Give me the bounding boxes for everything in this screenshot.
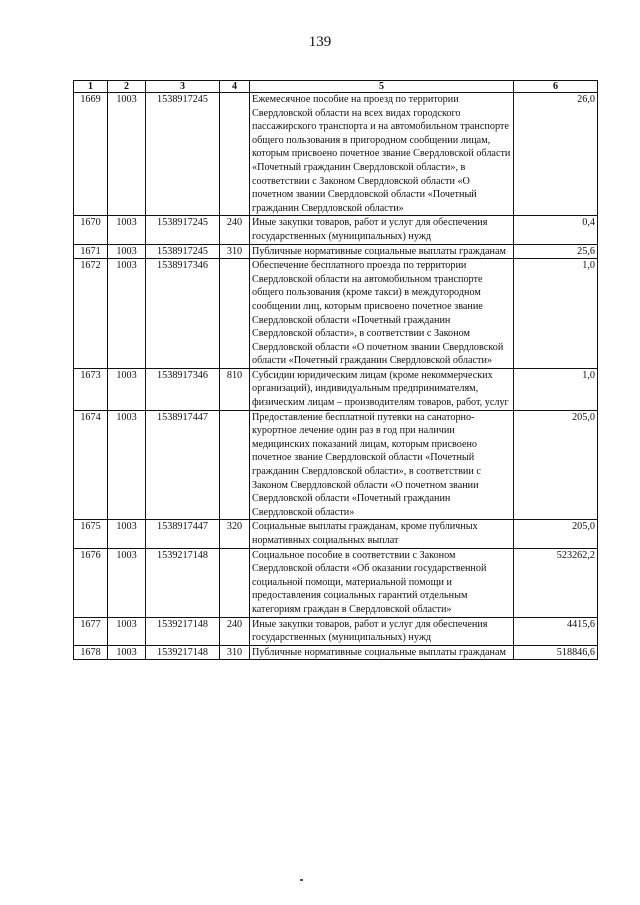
target-article-code: 1538917447	[146, 520, 220, 548]
expense-type-code: 310	[220, 645, 250, 660]
expense-type-code: 810	[220, 368, 250, 410]
section-code: 1003	[108, 520, 146, 548]
row-number: 1673	[74, 368, 108, 410]
target-article-code: 1538917245	[146, 93, 220, 216]
item-name: Предоставление бесплатной путевки на санаторно-курортное лечение один раз в год при наличии медицинских показаний лицам, которым присвоено почетное звание Свердловской области «Почетный гражданин Свердловской области», в соответствии с Законом Свердловской области «О почетном звании Свердловской области «Почетный гражданин Свердловской области»	[250, 410, 514, 520]
section-code: 1003	[108, 259, 146, 369]
table-row	[74, 93, 598, 216]
section-code: 1003	[108, 244, 146, 259]
section-code: 1003	[108, 93, 146, 216]
header-cell-1: 1	[74, 81, 108, 93]
amount: 205,0	[514, 520, 598, 548]
expense-type-code	[220, 548, 250, 617]
table-row	[74, 244, 598, 259]
item-name: Ежемесячное пособие на проезд по территории Свердловской области на всех видах городского пассажирского транспорта и на автомобильном транспорте общего пользования в пригородном сообщении лицам, которым присвоено почетное звание Свердловской области «Почетный гражданин Свердловской области», в соответствии с Законом Свердловской области «О почетном звании Свердловской области «Почетный гражданин Свердловской области»	[250, 93, 514, 216]
item-name: Социальное пособие в соответствии с Законом Свердловской области «Об оказании государственной социальной помощи, материальной помощи и предоставления социальных гарантий отдельным категориям граждан в Свердловской области»	[250, 548, 514, 617]
amount: 1,0	[514, 368, 598, 410]
section-code: 1003	[108, 548, 146, 617]
amount: 26,0	[514, 93, 598, 216]
table-row	[74, 520, 598, 548]
item-name: Социальные выплаты гражданам, кроме публичных нормативных социальных выплат	[250, 520, 514, 548]
target-article-code: 1538917245	[146, 244, 220, 259]
item-name: Субсидии юридическим лицам (кроме некоммерческих организаций), индивидуальным предпринимателям, физическим лицам – производителям товаров, работ, услуг	[250, 368, 514, 410]
target-article-code: 1539217148	[146, 617, 220, 645]
expense-type-code	[220, 259, 250, 369]
target-article-code: 1539217148	[146, 645, 220, 660]
target-article-code: 1538917346	[146, 368, 220, 410]
amount: 25,6	[514, 244, 598, 259]
expense-type-code: 240	[220, 216, 250, 244]
target-article-code: 1538917346	[146, 259, 220, 369]
expense-type-code	[220, 93, 250, 216]
header-cell-4: 4	[220, 81, 250, 93]
row-number: 1677	[74, 617, 108, 645]
table-row	[74, 548, 598, 617]
item-name: Иные закупки товаров, работ и услуг для обеспечения государственных (муниципальных) нужд	[250, 216, 514, 244]
row-number: 1669	[74, 93, 108, 216]
amount: 0,4	[514, 216, 598, 244]
section-code: 1003	[108, 216, 146, 244]
item-name: Обеспечение бесплатного проезда по территории Свердловской области на автомобильном транспорте общего пользования (кроме такси) в междугородном сообщении лиц, которым присвоено почетное звание Свердловской области «Почетный гражданин Свердловской области», в соответствии с Законом Свердловской области «О почетном звании Свердловской области «Почетный гражданин Свердловской области»	[250, 259, 514, 369]
item-name: Публичные нормативные социальные выплаты гражданам	[250, 645, 514, 660]
budget-table	[73, 80, 598, 660]
table-row	[74, 216, 598, 244]
amount: 1,0	[514, 259, 598, 369]
item-name: Иные закупки товаров, работ и услуг для обеспечения государственных (муниципальных) нужд	[250, 617, 514, 645]
table-row	[74, 259, 598, 369]
header-cell-2: 2	[108, 81, 146, 93]
table-row	[74, 368, 598, 410]
expense-type-code	[220, 410, 250, 520]
scan-speck	[300, 879, 303, 881]
row-number: 1676	[74, 548, 108, 617]
table-row	[74, 410, 598, 520]
row-number: 1670	[74, 216, 108, 244]
amount: 523262,2	[514, 548, 598, 617]
target-article-code: 1539217148	[146, 548, 220, 617]
header-row	[74, 81, 598, 93]
table-row	[74, 645, 598, 660]
expense-type-code: 320	[220, 520, 250, 548]
row-number: 1674	[74, 410, 108, 520]
header-cell-5: 5	[250, 81, 514, 93]
row-number: 1672	[74, 259, 108, 369]
row-number: 1671	[74, 244, 108, 259]
target-article-code: 1538917245	[146, 216, 220, 244]
row-number: 1675	[74, 520, 108, 548]
section-code: 1003	[108, 645, 146, 660]
expense-type-code: 310	[220, 244, 250, 259]
expense-type-code: 240	[220, 617, 250, 645]
section-code: 1003	[108, 368, 146, 410]
section-code: 1003	[108, 617, 146, 645]
section-code: 1003	[108, 410, 146, 520]
amount: 518846,6	[514, 645, 598, 660]
table-row	[74, 617, 598, 645]
page-number: 139	[308, 34, 332, 50]
item-name: Публичные нормативные социальные выплаты гражданам	[250, 244, 514, 259]
header-cell-3: 3	[146, 81, 220, 93]
amount: 4415,6	[514, 617, 598, 645]
amount: 205,0	[514, 410, 598, 520]
row-number: 1678	[74, 645, 108, 660]
target-article-code: 1538917447	[146, 410, 220, 520]
header-cell-6: 6	[514, 81, 598, 93]
